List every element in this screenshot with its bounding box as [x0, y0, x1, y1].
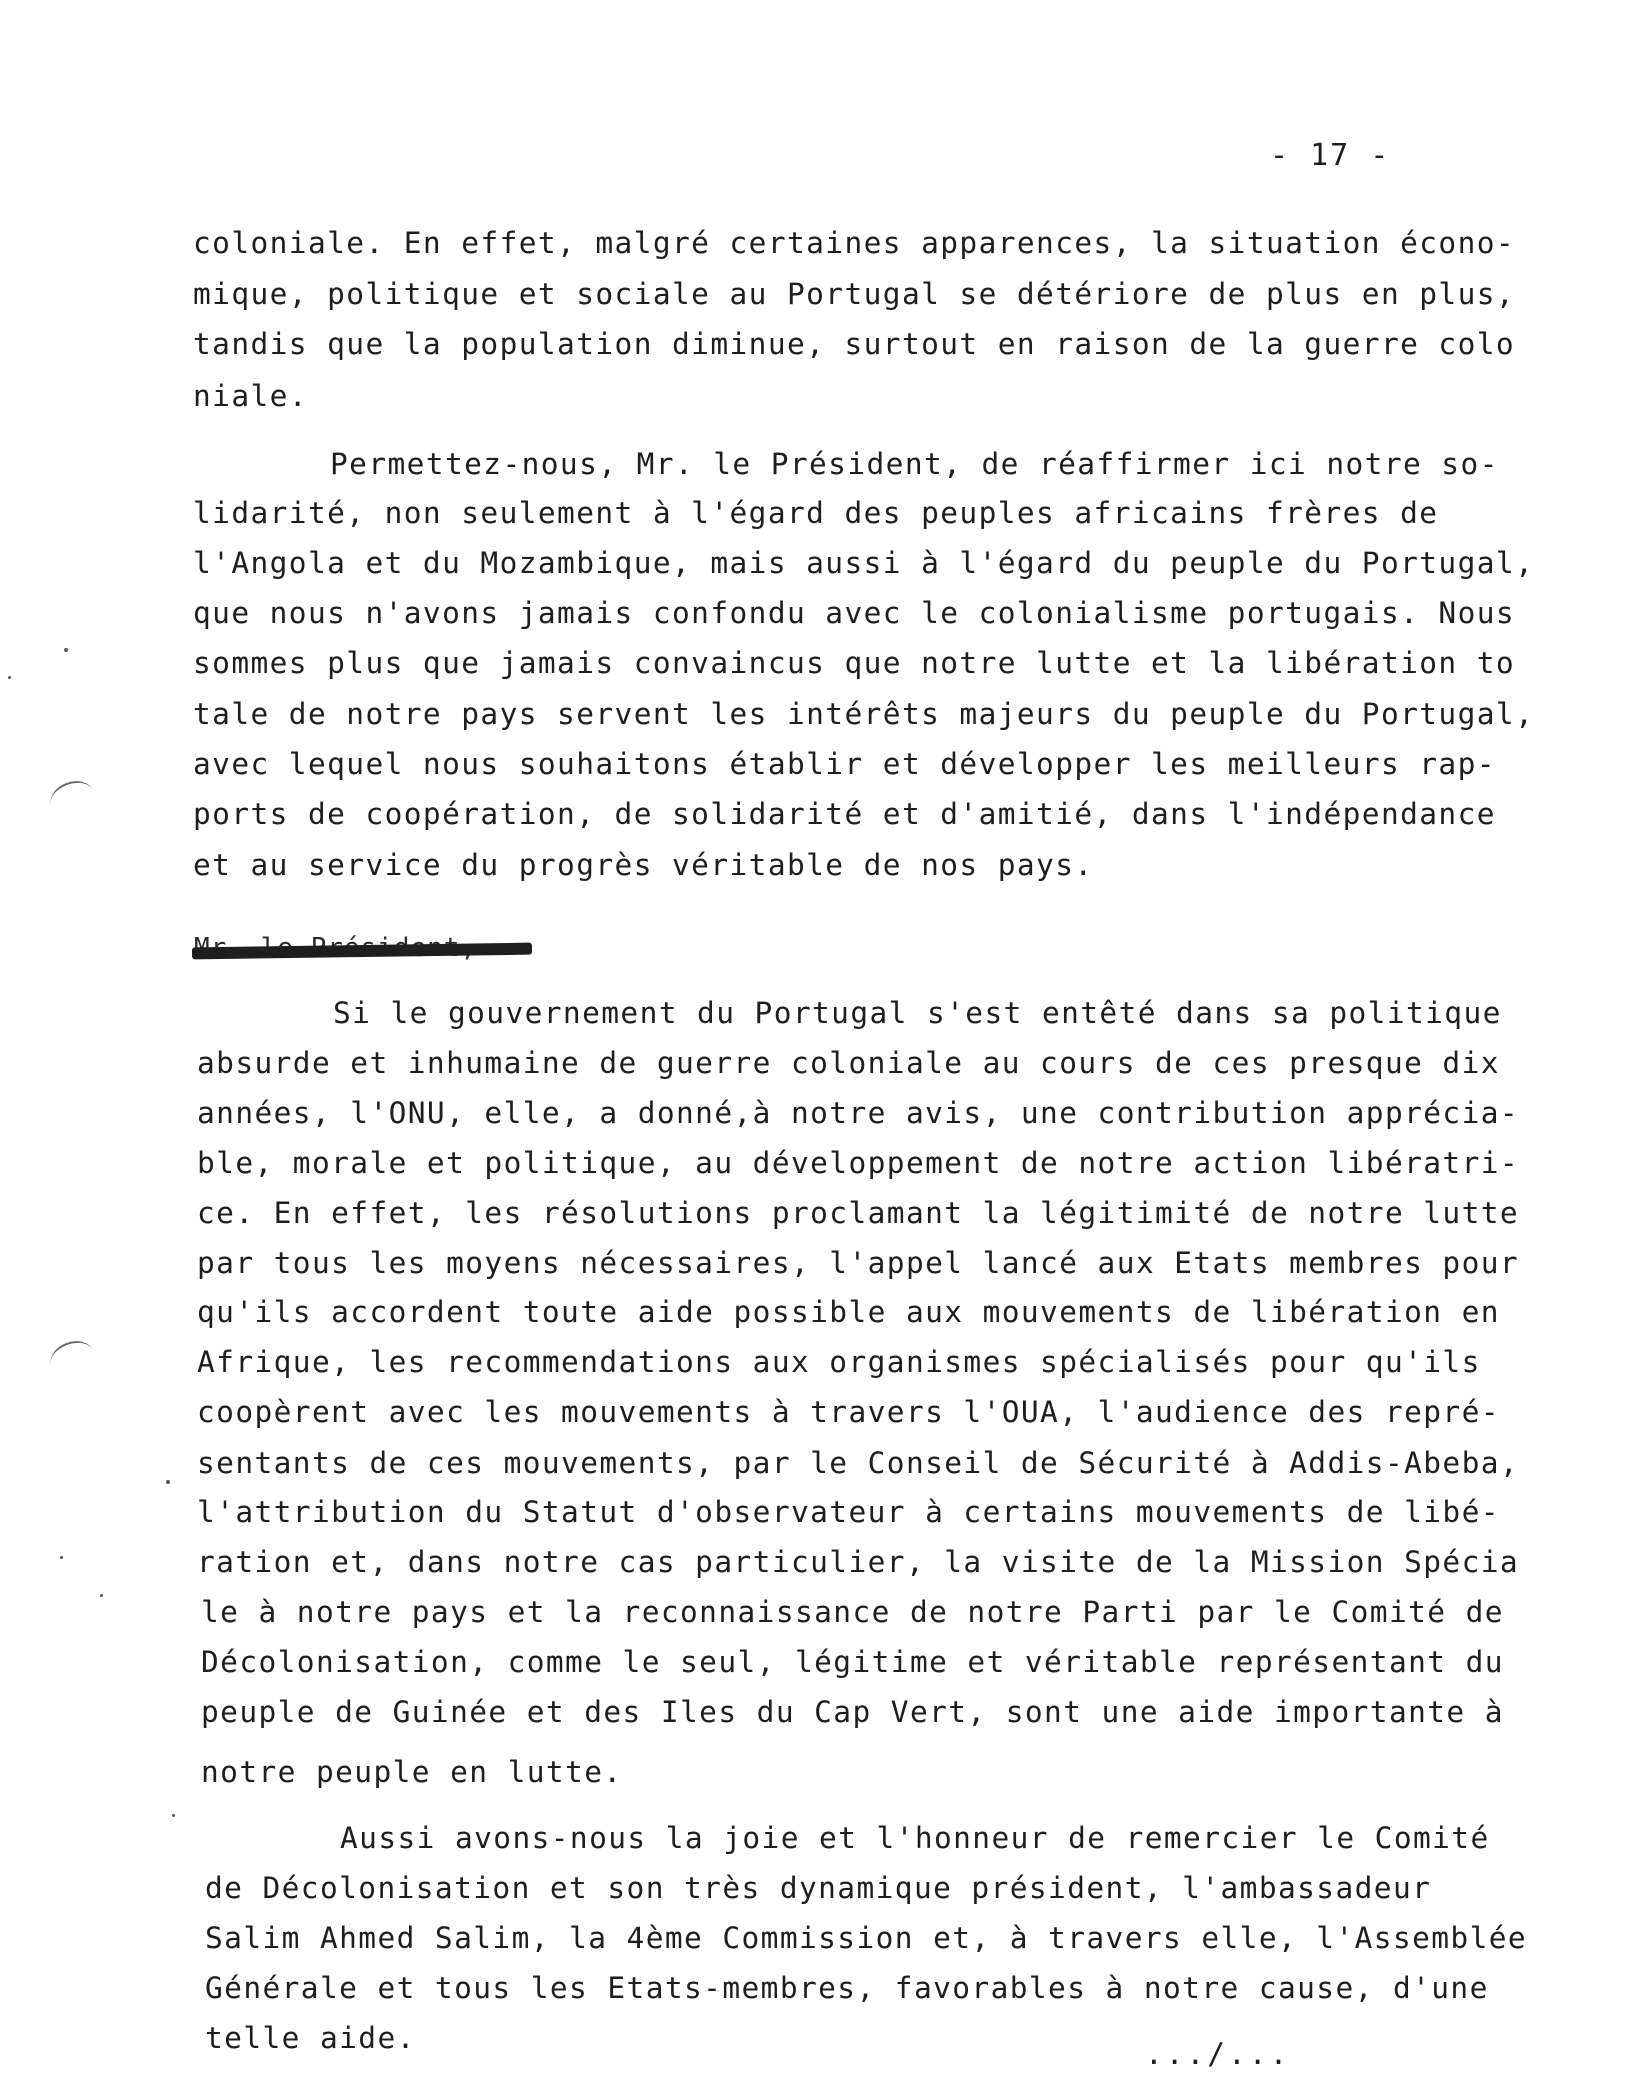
- continuation-marker: .../...: [1145, 2037, 1291, 2071]
- text-line: niale.: [193, 379, 308, 413]
- scan-artifact: [46, 775, 98, 820]
- text-line: Permettez-nous, Mr. le Président, de réaffirmer ici notre so-: [330, 447, 1499, 481]
- text-line: ce. En effet, les résolutions proclamant la légitimité de notre lutte: [197, 1196, 1520, 1230]
- text-line: sommes plus que jamais convaincus que notre lutte et la libération to: [193, 646, 1516, 680]
- text-line: l'Angola et du Mozambique, mais aussi à l'égard du peuple du Portugal,: [193, 546, 1535, 580]
- text-line: ports de coopération, de solidarité et d'amitié, dans l'indépendance: [193, 797, 1496, 831]
- text-line: l'attribution du Statut d'observateur à certains mouvements de libé-: [197, 1495, 1500, 1529]
- text-line: qu'ils accordent toute aide possible aux mouvements de libération en: [197, 1295, 1500, 1329]
- page-number: - 17 -: [1270, 138, 1391, 173]
- text-line: ration et, dans notre cas particulier, la visite de la Mission Spécia: [197, 1545, 1520, 1579]
- text-line: que nous n'avons jamais confondu avec le colonialisme portugais. Nous: [193, 596, 1516, 630]
- text-line: le à notre pays et la reconnaissance de notre Parti par le Comité de: [201, 1595, 1504, 1629]
- text-line: sentants de ces mouvements, par le Conseil de Sécurité à Addis-Abeba,: [197, 1446, 1520, 1480]
- text-line: Si le gouvernement du Portugal s'est entêté dans sa politique: [333, 996, 1502, 1030]
- text-line: Afrique, les recommendations aux organismes spécialisés pour qu'ils: [197, 1345, 1481, 1379]
- text-line: coloniale. En effet, malgré certaines apparences, la situation écono-: [193, 226, 1516, 260]
- text-line: peuple de Guinée et des Iles du Cap Vert, sont une aide importante à: [201, 1695, 1504, 1729]
- text-line: notre peuple en lutte.: [201, 1755, 623, 1789]
- text-line: tandis que la population diminue, surtout en raison de la guerre colo: [193, 327, 1516, 361]
- text-line: lidarité, non seulement à l'égard des peuples africains frères de: [193, 496, 1439, 530]
- text-line: tale de notre pays servent les intérêts majeurs du peuple du Portugal,: [193, 697, 1535, 731]
- text-line: de Décolonisation et son très dynamique président, l'ambassadeur: [205, 1871, 1432, 1905]
- text-line: ble, morale et politique, au développement de notre action libératri-: [197, 1146, 1520, 1180]
- scan-artifact: [46, 1335, 98, 1380]
- scan-dot: [100, 1594, 103, 1597]
- text-line: par tous les moyens nécessaires, l'appel lancé aux Etats membres pour: [197, 1246, 1520, 1280]
- text-line: avec lequel nous souhaitons établir et développer les meilleurs rap-: [193, 747, 1496, 781]
- scan-dot: [60, 1556, 63, 1559]
- text-line: absurde et inhumaine de guerre coloniale au cours de ces presque dix: [197, 1046, 1500, 1080]
- text-line: années, l'ONU, elle, a donné,à notre avis, une contribution apprécia-: [197, 1096, 1520, 1130]
- scan-dot: [166, 1480, 170, 1484]
- text-line: coopèrent avec les mouvements à travers l'OUA, l'audience des repré-: [197, 1395, 1500, 1429]
- scan-dot: [64, 648, 68, 652]
- text-line: et au service du progrès véritable de nos pays.: [193, 848, 1094, 882]
- text-line: Générale et tous les Etats-membres, favorables à notre cause, d'une: [205, 1971, 1489, 2005]
- text-line: telle aide.: [205, 2021, 416, 2055]
- text-line: Décolonisation, comme le seul, légitime et véritable représentant du: [201, 1645, 1504, 1679]
- text-line: Aussi avons-nous la joie et l'honneur de remercier le Comité: [340, 1821, 1490, 1855]
- scan-dot: [8, 676, 11, 679]
- text-line: mique, politique et sociale au Portugal se détériore de plus en plus,: [193, 277, 1516, 311]
- scan-dot: [172, 1814, 175, 1817]
- text-line: Salim Ahmed Salim, la 4ème Commission et, à travers elle, l'Assemblée: [205, 1921, 1528, 1955]
